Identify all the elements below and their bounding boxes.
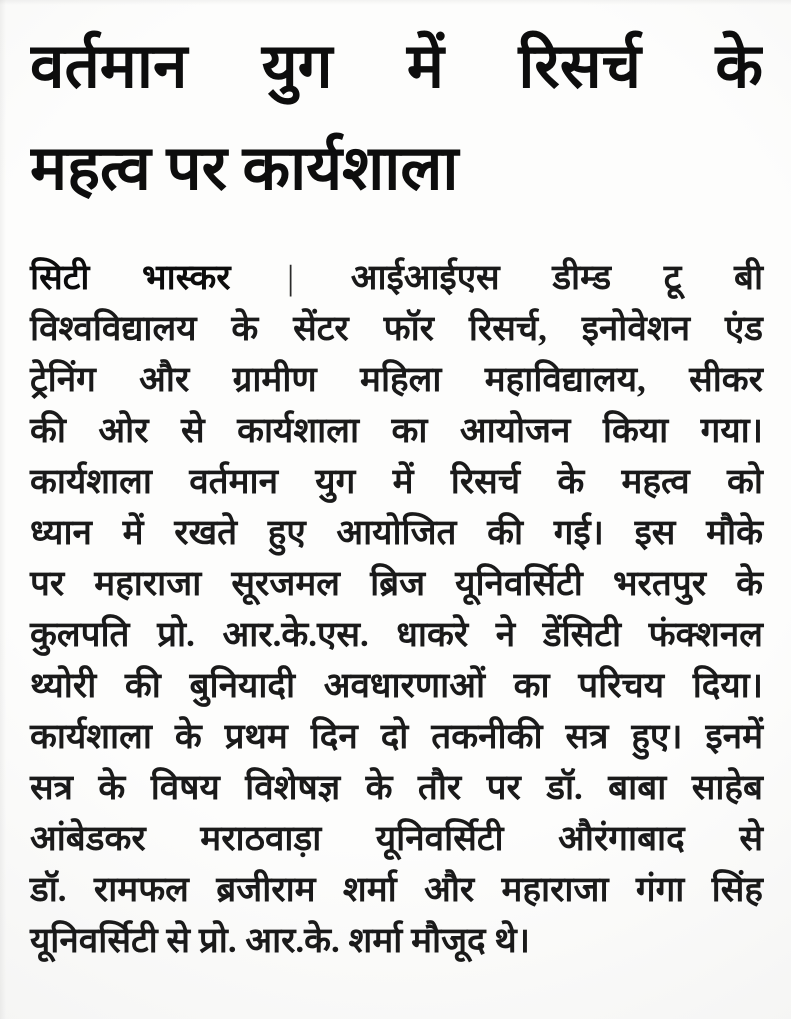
- byline: सिटी भास्कर: [30, 258, 231, 297]
- body-line-6: ध्यान में रखते हुए आयोजित की गई। इस मौके: [30, 513, 763, 552]
- body-line-1-text: आईआईएस डीम्ड टू बी: [350, 258, 764, 297]
- body-line-10: कार्यशाला के प्रथम दिन दो तकनीकी सत्र हुए। इनमें: [30, 717, 763, 756]
- body-line-14: यूनिवर्सिटी से प्रो. आर.के. शर्मा मौजूद थे।: [30, 921, 531, 960]
- body-line-4: की ओर से कार्यशाला का आयोजन किया गया।: [30, 411, 763, 450]
- body-line-11: सत्र के विषय विशेषज्ञ के तौर पर डॉ. बाबा साहेब: [30, 768, 763, 807]
- body-line-13: डॉ. रामफल ब्रजीराम शर्मा और महाराजा गंगा सिंह: [30, 870, 763, 909]
- body-line-5: कार्यशाला वर्तमान युग में रिसर्च के महत्व को: [30, 462, 763, 501]
- body-line-9: थ्योरी की बुनियादी अवधारणाओं का परिचय दिया।: [30, 666, 763, 705]
- body-line-7: पर महाराजा सूरजमल ब्रिज यूनिवर्सिटी भरतपुर के: [30, 564, 763, 603]
- body-line-12: आंबेडकर मराठवाड़ा यूनिवर्सिटी औरंगाबाद से: [30, 819, 763, 858]
- body-line-2: विश्वविद्यालय के सेंटर फॉर रिसर्च, इनोवेशन एंड: [30, 309, 763, 348]
- byline-separator: |: [287, 258, 295, 297]
- headline: [30, 16, 763, 220]
- headline-line-1: वर्तमान युग में रिसर्च के: [30, 33, 763, 101]
- headline-line-2: महत्व पर कार्यशाला: [30, 135, 459, 203]
- article-body: [30, 252, 763, 966]
- body-line-1: [30, 252, 763, 303]
- body-line-3: ट्रेनिंग और ग्रामीण महिला महाविद्यालय, सीकर: [30, 360, 763, 399]
- body-line-8: कुलपति प्रो. आर.के.एस. धाकरे ने डेंसिटी फंक्शनल: [30, 615, 763, 654]
